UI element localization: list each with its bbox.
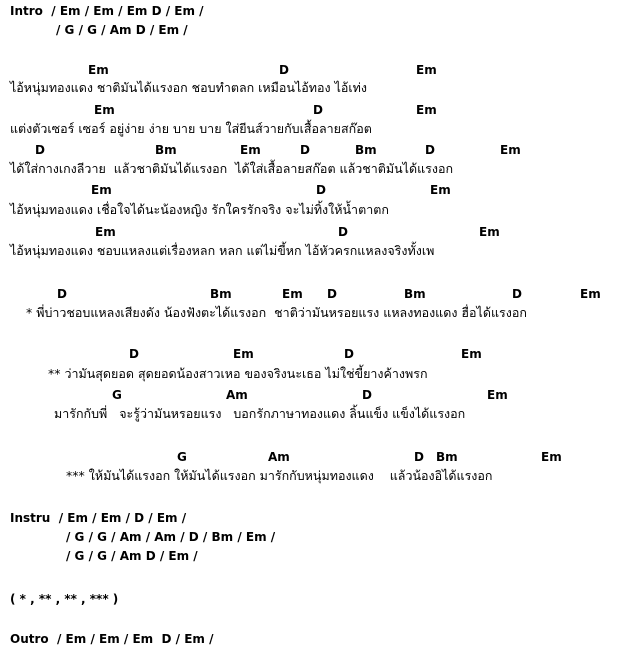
chord: D <box>362 388 372 402</box>
chord: Em <box>91 183 112 197</box>
lyric-line: มารักกับพี่ จะรู้ว่ามันหรอยแรง บอกรักภาษาทองแดง ลิ้นแข็ง แข็งได้แรงอก <box>54 406 466 421</box>
instru-line-2: / G / G / Am / Am / D / Bm / Em / <box>66 530 276 544</box>
chord: Bm <box>355 143 377 157</box>
chord: D <box>327 287 337 301</box>
lyric-line: * พี่บ่าวชอบแหลงเสียงดัง น้องฟังตะได้แรงอก ชาติว่ามันหรอยแรง แหลงทองแดง ฮื่อได้แรงอก <box>26 305 527 320</box>
repeat-sequence: ( * , ** , ** , *** ) <box>10 592 119 606</box>
chord: Bm <box>155 143 177 157</box>
chord: Em <box>94 103 115 117</box>
chord: Em <box>88 63 109 77</box>
chord: D <box>35 143 45 157</box>
chord: D <box>300 143 310 157</box>
chord: Em <box>416 63 437 77</box>
chord: Em <box>416 103 437 117</box>
chord: Em <box>479 225 500 239</box>
chord: Em <box>541 450 562 464</box>
chord: D <box>279 63 289 77</box>
outro-line: Outro / Em / Em / Em D / Em / <box>10 632 214 646</box>
lyric-line: ไอ้หนุ่มทองแดง ชาติมันได้แรงอก ชอบทำตลก เหมือนไอ้ทอง ไอ้เท่ง <box>10 80 367 95</box>
intro-line-2: / G / G / Am D / Em / <box>56 23 188 37</box>
chord: Am <box>226 388 248 402</box>
chord: D <box>414 450 424 464</box>
chord: D <box>338 225 348 239</box>
lyric-line: *** ให้มันได้แรงอก ให้มันได้แรงอก มารักกับหนุ่มทองแดง แล้วน้องอิได้แรงอก <box>66 468 493 483</box>
chord: Am <box>268 450 290 464</box>
lyric-line: แต่งตัวเซอร์ เซอร์ อยู่ง่าย ง่าย บาย บาย ใส่ยีนส์วายกับเสื้อลายสก๊อต <box>10 121 372 136</box>
chord: D <box>512 287 522 301</box>
chord: Em <box>240 143 261 157</box>
lyric-line: ไอ้หนุ่มทองแดง ชอบแหลงแต่เรื่องหลก หลก แต่ไม่ขี้หก ไอ้หัวครกแหลงจริงทั้งเพ <box>10 243 435 258</box>
chord: Em <box>580 287 601 301</box>
lyric-line: ** ว่ามันสุดยอด สุดยอดน้องสาวเหอ ของจริงนะเธอ ไม่ใช่ขี้ยางค้างพรก <box>48 366 428 381</box>
chord: Bm <box>404 287 426 301</box>
chord: Em <box>282 287 303 301</box>
chord: D <box>316 183 326 197</box>
chord: D <box>344 347 354 361</box>
chord: D <box>57 287 67 301</box>
chord: D <box>425 143 435 157</box>
instru-line-1: Instru / Em / Em / D / Em / <box>10 511 187 525</box>
chord: G <box>177 450 187 464</box>
chord: Em <box>461 347 482 361</box>
intro-line-1: Intro / Em / Em / Em D / Em / <box>10 4 204 18</box>
instru-line-3: / G / G / Am D / Em / <box>66 549 198 563</box>
chord: G <box>112 388 122 402</box>
chord: Em <box>233 347 254 361</box>
chord: D <box>313 103 323 117</box>
chord: D <box>129 347 139 361</box>
chord: Em <box>487 388 508 402</box>
chord: Em <box>95 225 116 239</box>
lyric-line: ได้ใส่กางเกงลีวาย แล้วชาติมันได้แรงอก ได้ใส่เสื้อลายสก๊อต แล้วชาติมันได้แรงอก <box>10 161 454 176</box>
chord: Em <box>500 143 521 157</box>
chord: Bm <box>436 450 458 464</box>
chord: Bm <box>210 287 232 301</box>
chord: Em <box>430 183 451 197</box>
lyric-line: ไอ้หนุ่มทองแดง เชื่อใจได้นะน้องหญิง รักใครรักจริง จะไม่ทิ้งให้น้ำตาตก <box>10 202 389 217</box>
